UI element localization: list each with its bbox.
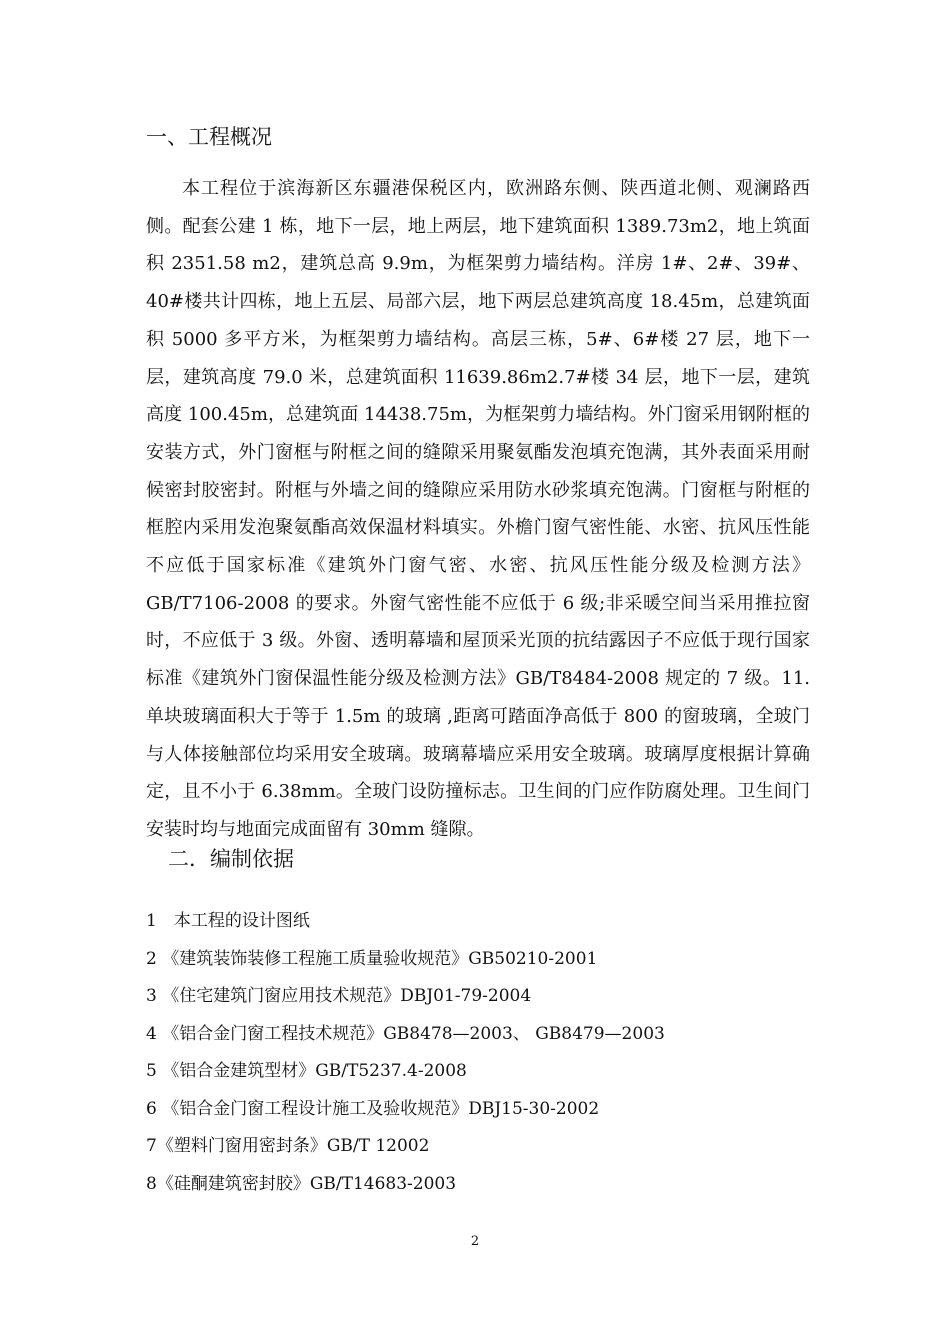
- reference-item: 3 《住宅建筑门窗应用技术规范》DBJ01-79-2004: [146, 986, 532, 1006]
- reference-item: 6 《铝合金门窗工程设计施工及验收规范》DBJ15-30-2002: [146, 1098, 600, 1119]
- section-heading-basis: 二．编制依据: [168, 847, 294, 871]
- reference-item: 1 本工程的设计图纸: [146, 911, 310, 931]
- reference-item: 5 《铝合金建筑型材》GB/T5237.4-2008: [146, 1061, 467, 1081]
- page-number: 2: [470, 1234, 480, 1249]
- reference-item: 7《塑料门窗用密封条》GB/T 12002: [146, 1136, 430, 1156]
- reference-item: 2 《建筑装饰装修工程施工质量验收规范》GB50210-2001: [146, 948, 598, 969]
- reference-list: [146, 903, 665, 1203]
- project-overview-paragraph: 本工程位于滨海新区东疆港保税区内，欧洲路东侧、陕西道北侧、观澜路西侧。配套公建 1 栋，地下一层，地上两层，地下建筑面积 1389.73m2，地上筑面积 2351.58 m2，建筑总高 9.9m，为框架剪力墙结构。洋房 1#、2#、39#、40#楼共计四栋，地上五层、局部六层，地下两层总建筑高度 18.45m，总建筑面积 5000 多平方米，为框架剪力墙结构。高层三栋，5#、6#楼 27 层，地下一层，建筑高度 79.0 米，总建筑面积 11639.86m2.7#楼 34 层，地下一层，建筑高度 100.45m，总建筑面 14438.75m，为框架剪力墙结构。外门窗采用钢附框的安装方式，外门窗框与附框之间的缝隙采用聚氨酯发泡填充饱满，其外表面采用耐候密封胶密封。附框与外墙之间的缝隙应采用防水砂浆填充饱满。门窗框与附框的框腔内采用发泡聚氨酯高效保温材料填实。外檐门窗气密性能、水密、抗风压性能不应低于国家标准《建筑外门窗气密、水密、抗风压性能分级及检测方法》GB/T7106-2008 的要求。外窗气密性能不应低于 6 级;非采暖空间当采用推拉窗时，不应低于 3 级。外窗、透明幕墙和屋顶采光顶的抗结露因子不应低于现行国家标准《建筑外门窗保温性能分级及检测方法》GB/T8484-2008 规定的 7 级。11.单块玻璃面积大于等于 1.5m 的玻璃 ,距离可踏面净高低于 800 的窗玻璃，全玻门与人体接触部位均采用安全玻璃。玻璃幕墙应采用安全玻璃。玻璃厚度根据计算确定，且不小于 6.38mm。全玻门设防撞标志。卫生间的门应作防腐处理。卫生间门安装时均与地面完成面留有 30mm 缝隙。: [146, 178, 810, 840]
- section-heading-project-overview: 一、工程概况: [146, 125, 272, 149]
- reference-item: 8《硅酮建筑密封胶》GB/T14683-2003: [146, 1173, 457, 1194]
- reference-item: 4 《铝合金门窗工程技术规范》GB8478—2003、 GB8479—2003: [146, 1023, 665, 1044]
